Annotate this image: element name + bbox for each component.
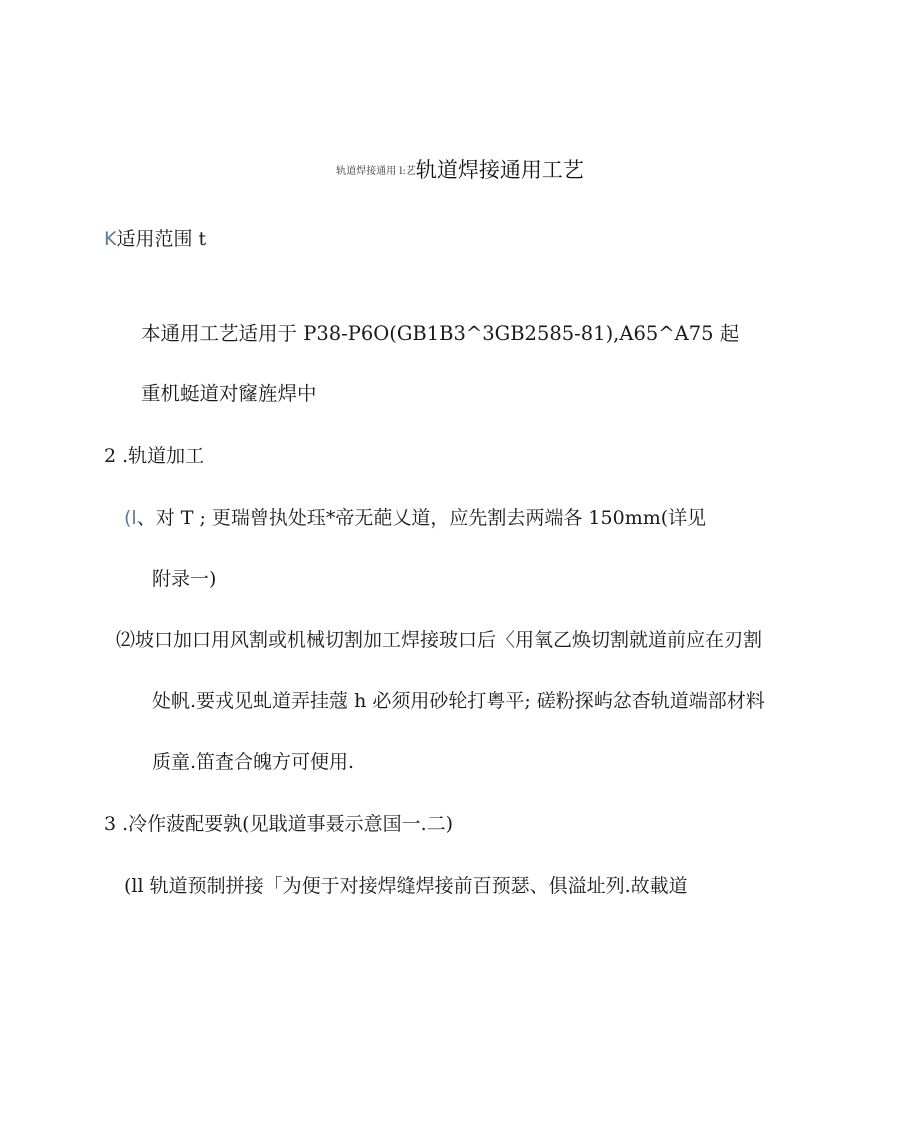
- section-3-item-1-line-1: (ll 轨道预制拼接「为便于对接焊缝焊接前百预瑟、俱溢址列.故載道: [124, 875, 688, 897]
- title-main: 轨道焊接通用工艺: [415, 158, 584, 182]
- section-1-paragraph-line-1: 本通用工艺适用于 P38-P6O(GB1B3^3GB2585-81),A65^A75 起: [141, 322, 740, 345]
- section-2-item-1-line-1: [124, 509, 706, 528]
- section-2-item-2-line-1: ⑵坡口加口用风割或机械切割加工焊接玻口后〈用氧乙焕切割就道前应在刃割: [116, 629, 763, 651]
- section-2-item-2-line-2: 处帆.要戎见虬道弄挂蔻 h 必须用砂轮打粤平; 磋粉探屿忿杳轨道端部材料: [152, 690, 765, 712]
- section-2-heading: 2 .轨道加工: [104, 445, 205, 467]
- document-title: [0, 160, 920, 181]
- section-1-heading: [104, 230, 206, 249]
- item-1-text: 、对 T ; 更瑞曾执处珏*帝无葩乂道，应先割去两端各 150mm(详见: [136, 507, 707, 529]
- section-3-heading: 3 .冷作菠配要孰(见戢道事聂示意国一.二): [104, 813, 454, 835]
- section-2-item-1-line-2: 附录一): [152, 568, 217, 590]
- section-1-heading-text: 适用范围 t: [116, 228, 207, 250]
- section-1-paragraph-line-2: 重机蜓道对窿旌焊中: [141, 382, 317, 405]
- section-1-marker: K: [104, 228, 117, 250]
- item-1-marker: (l: [124, 507, 137, 529]
- title-prefix: 轨道焊接通用 l:艺: [336, 166, 416, 177]
- section-2-item-2-line-3: 质童.笛査合魄方可便用.: [152, 751, 355, 773]
